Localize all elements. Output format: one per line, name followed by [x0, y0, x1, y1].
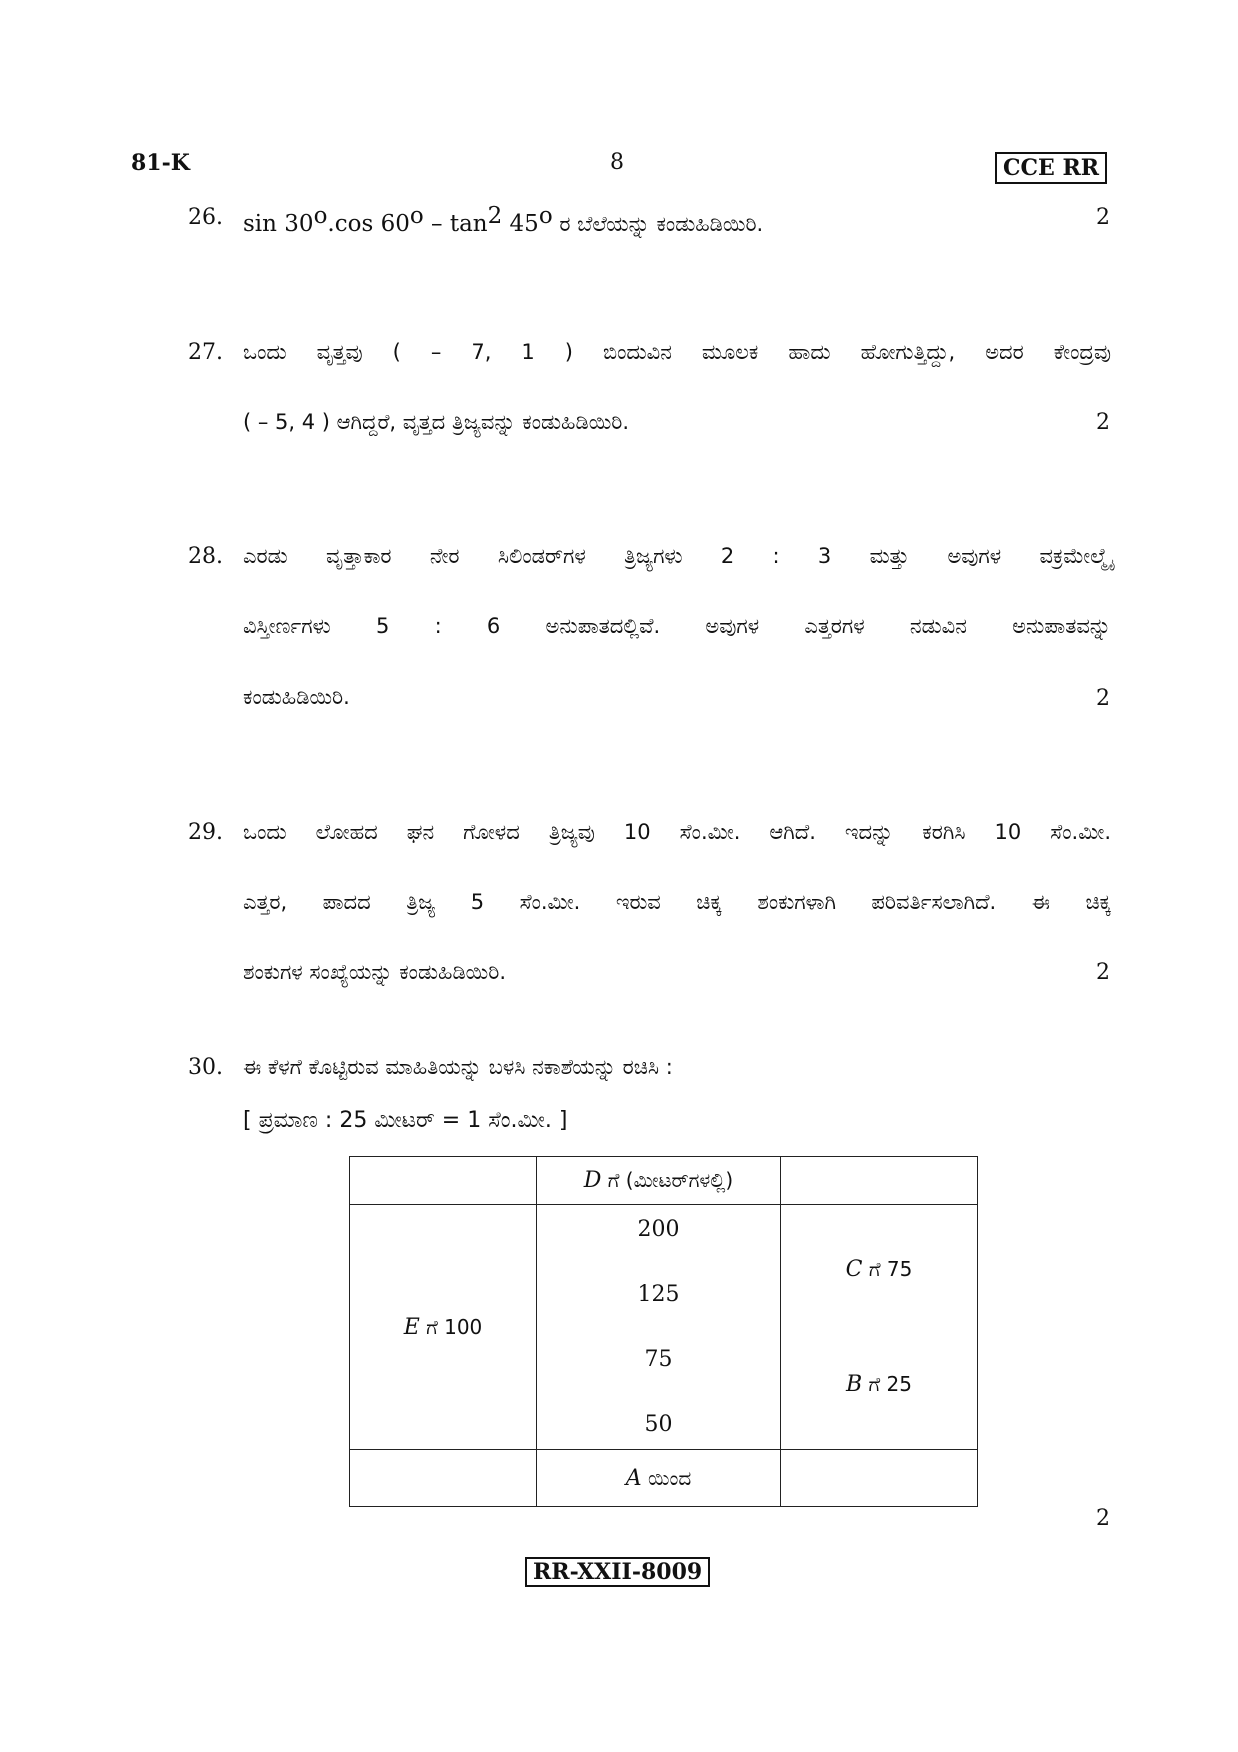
q26-deg3: o [538, 203, 553, 229]
question-29-line-2: ಎತ್ತರ, ಪಾದದ ತ್ರಿಜ್ಯ 5 ಸೆಂ.ಮೀ. ಇರುವ ಚಿಕ್ಕ ಶಂಕುಗಳಾಗಿ ಪರಿವರ್ತಿಸಲಾಗಿದೆ. ಈ ಚಿಕ್ಕ [243, 890, 1111, 914]
question-number-26: 26. [188, 205, 223, 230]
q28-marks: 2 [1096, 686, 1110, 711]
distance-table [349, 1156, 978, 1507]
question-number-29: 29. [188, 820, 223, 845]
page-number: 8 [610, 150, 624, 175]
question-28-line-3: ಕಂಡುಹಿಡಿಯಿರಿ. [243, 685, 350, 709]
table-header-empty-left [350, 1157, 537, 1205]
q29-marks: 2 [1096, 960, 1110, 985]
question-number-28: 28. [188, 544, 223, 569]
right-top [781, 1257, 977, 1282]
q26-deg2: o [409, 203, 424, 229]
question-29-line-3: ಶಂಕುಗಳ ಸಂಖ್ಯೆಯನ್ನು ಕಂಡುಹಿಡಿಯಿರಿ. [243, 960, 506, 984]
question-number-30: 30. [188, 1055, 223, 1080]
left-text: ಗೆ 100 [419, 1314, 483, 1339]
question-26-text [243, 203, 763, 237]
question-30-line-1: ಈ ಕೆಳಗೆ ಕೊಟ್ಟಿರುವ ಮಾಹಿತಿಯನ್ನು ಬಳಸಿ ನಕಾಶೆಯನ್ನು ರಚಿಸಿ : [243, 1055, 673, 1079]
table-header-center [537, 1157, 781, 1205]
question-29-line-1: ಒಂದು ಲೋಹದ ಘನ ಗೋಳದ ತ್ರಿಜ್ಯವು 10 ಸೆಂ.ಮೀ. ಆಗಿದೆ. ಇದನ್ನು ಕರಗಿಸಿ 10 ಸೆಂ.ಮೀ. [243, 820, 1111, 844]
right-bottom-var: B [846, 1372, 863, 1397]
paper-code: 81-K [131, 150, 190, 176]
right-top-text: ಗೆ 75 [862, 1257, 913, 1281]
table-header-empty-right [781, 1157, 978, 1205]
q26-tan-exponent: 2 [487, 203, 503, 229]
question-number-27: 27. [188, 340, 223, 365]
series-box: CCE RR [995, 152, 1107, 184]
question-30-scale: [ ಪ್ರಮಾಣ : 25 ಮೀಟರ್ = 1 ಸೆಂ.ಮೀ. ] [243, 1108, 568, 1133]
question-27-line-1: ಒಂದು ವೃತ್ತವು ( – 7, 1 ) ಬಿಂದುವಿನ ಮೂಲಕ ಹಾದು ಹೋಗುತ್ತಿದ್ದು, ಅದರ ಕೇಂದ್ರವು [243, 340, 1111, 364]
q26-45: 45 [502, 211, 539, 237]
footer-code: RR-XXII-8009 [525, 1557, 710, 1587]
q26-kannada: ರ ಬೆಲೆಯನ್ನು ಕಂಡುಹಿಡಿಯಿರಿ. [552, 212, 764, 236]
header-var: D [583, 1168, 602, 1193]
q26-sin: sin 30 [243, 211, 314, 237]
q26-cos: .cos 60 [327, 211, 410, 237]
header-text: ಗೆ (ಮೀಟರ್‌ಗಳಲ್ಲಿ) [601, 1168, 734, 1192]
middle-value: 200 [637, 1217, 680, 1242]
middle-value: 75 [644, 1347, 673, 1372]
table-middle-cell [537, 1205, 781, 1450]
right-bottom [781, 1372, 977, 1397]
table-footer-empty-right [781, 1450, 978, 1507]
q26-tan: – tan [423, 211, 488, 237]
table-footer-center [537, 1450, 781, 1507]
table-right-cell [781, 1205, 978, 1450]
middle-value: 125 [637, 1282, 680, 1307]
footer-var: A [625, 1465, 642, 1491]
middle-value: 50 [644, 1412, 673, 1437]
q26-marks: 2 [1096, 205, 1110, 230]
q30-marks: 2 [1096, 1506, 1110, 1531]
table-footer-empty-left [350, 1450, 537, 1507]
q27-marks: 2 [1096, 410, 1110, 435]
question-28-line-2: ವಿಸ್ತೀರ್ಣಗಳು 5 : 6 ಅನುಪಾತದಲ್ಲಿವೆ. ಅವುಗಳ ಎತ್ತರಗಳ ನಡುವಿನ ಅನುಪಾತವನ್ನು [243, 614, 1111, 638]
question-27-line-2: ( – 5, 4 ) ಆಗಿದ್ದರೆ, ವೃತ್ತದ ತ್ರಿಜ್ಯವನ್ನು ಕಂಡುಹಿಡಿಯಿರಿ. [243, 410, 630, 434]
table-left-cell [350, 1205, 537, 1450]
right-top-var: C [845, 1257, 863, 1282]
q26-deg1: o [313, 203, 328, 229]
left-var: E [403, 1314, 420, 1340]
right-bottom-text: ಗೆ 25 [862, 1372, 912, 1396]
footer-text: ಯಿಂದ [641, 1465, 692, 1490]
question-28-line-1: ಎರಡು ವೃತ್ತಾಕಾರ ನೇರ ಸಿಲಿಂಡರ್‌ಗಳ ತ್ರಿಜ್ಯಗಳು 2 : 3 ಮತ್ತು ಅವುಗಳ ವಕ್ರಮೇಲ್ಮೈ [243, 544, 1111, 568]
